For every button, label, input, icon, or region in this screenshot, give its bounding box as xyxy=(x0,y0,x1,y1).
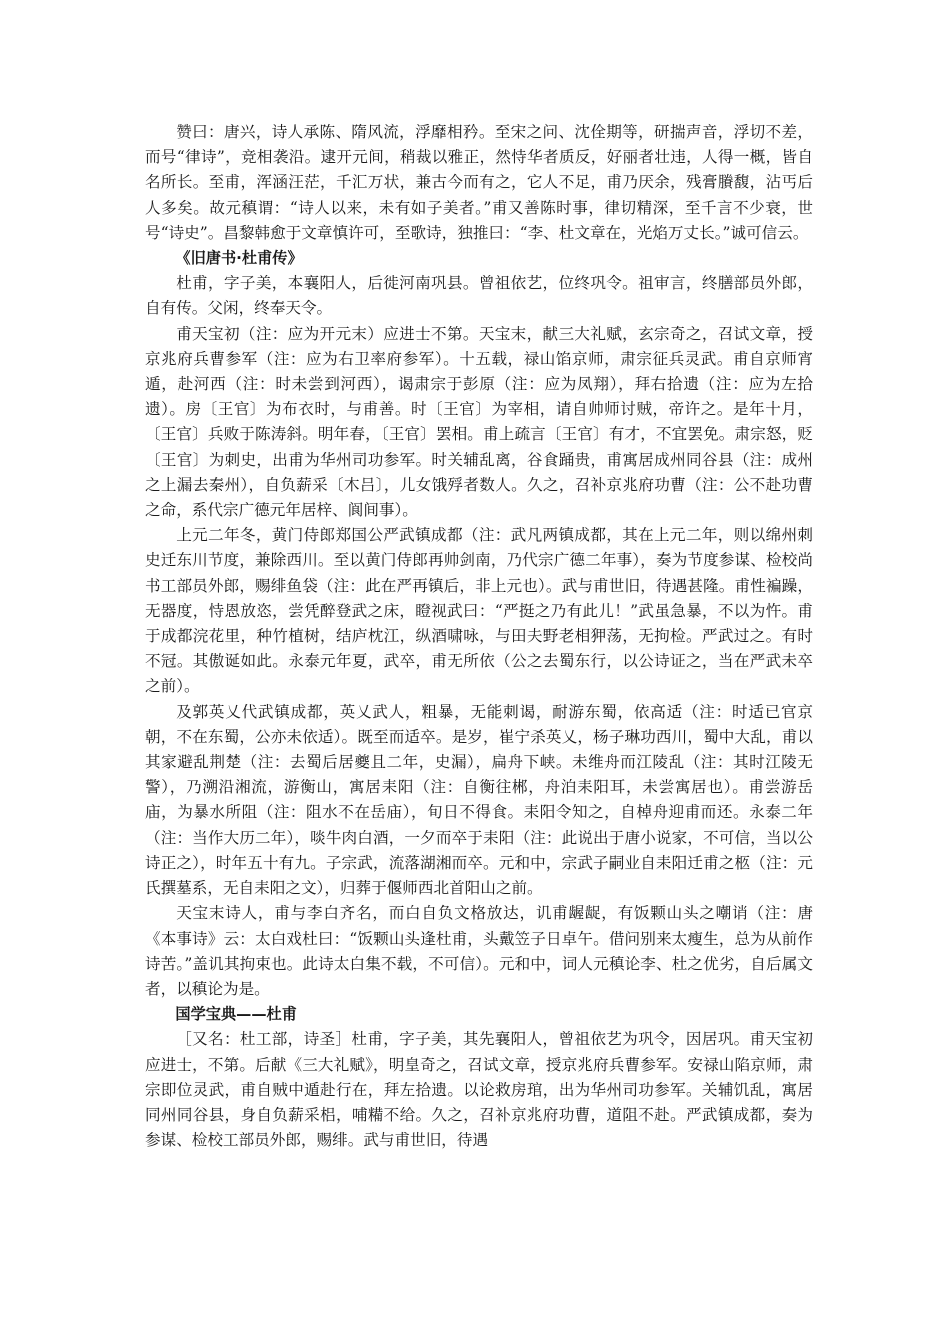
document-page xyxy=(145,120,813,1153)
paragraph-shangyuan: 上元二年冬，黄门侍郎郑国公严武镇成都（注：武凡两镇成都，其在上元二年，则以绵州刺史迁东川节度，兼除西川。至以黄门侍郎再帅剑南，乃代宗广德二年事），奏为节度参谋、检校尚书工部员外郎，赐绯鱼袋（注：此在严再镇后，非上元也）。武与甫世旧，待遇甚隆。甫性褊躁，无器度，恃恩放恣，尝凭醉登武之床，瞪视武曰：“严挺之乃有此儿！”武虽急暴，不以为忤。甫于成都浣花里，种竹植树，结庐枕江，纵酒啸咏，与田夫野老相狎荡，无拘检。严武过之。有时不冠。其傲诞如此。永泰元年夏，武卒，甫无所依（公之去蜀东行，以公诗证之，当在严武未卒之前）。 xyxy=(145,526,813,696)
paragraph-intro: 杜甫，字子美，本襄阳人，后徙河南巩县。曾祖依艺，位终巩令。祖审言，终膳部员外郎，自有传。父闲，终奉天令。 xyxy=(145,274,813,318)
section-heading-jiu-tang-shu: 《旧唐书·杜甫传》 xyxy=(175,249,303,268)
section-heading-guoxue-baodian: 国学宝典——杜甫 xyxy=(175,1005,297,1024)
paragraph-libai: 天宝末诗人，甫与李白齐名，而白自负文格放达，讥甫龌龊，有饭颗山头之嘲诮（注：唐《本事诗》云：太白戏杜曰：“饭颗山头逢杜甫，头戴笠子日卓午。借问别来太瘦生，总为从前作诗苦。”盖讥其拘束也。此诗太白集不载，不可信）。元和中，词人元稹论李、杜之优劣，自后属文者，以稹论为是。 xyxy=(145,904,813,998)
paragraph-guoxue: ［又名：杜工部，诗圣］杜甫，字子美，其先襄阳人，曾祖依艺为巩令，因居巩。甫天宝初应进士，不第。后献《三大礼赋》，明皇奇之，召试文章，授京兆府兵曹参军。安禄山陷京师，肃宗即位灵武，甫自贼中遁赴行在，拜左拾遗。以论救房琯，出为华州司功参军。关辅饥乱，寓居同州同谷县，身自负薪采梠，哺糒不给。久之，召补京兆府功曹，道阻不赴。严武镇成都，奏为参谋、检校工部员外郎，赐绯。武与甫世旧，待遇 xyxy=(145,1030,813,1150)
paragraph-tianbao: 甫天宝初（注：应为开元末）应进士不第。天宝末，献三大礼赋，玄宗奇之，召试文章，授京兆府兵曹参军（注：应为右卫率府参军）。十五载，禄山馅京师，肃宗征兵灵武。甫自京师宵遁，赴河西（注：时未尝到河西），谒肃宗于彭原（注：应为凤翔），拜右拾遗（注：应为左拾遗）。房〔王官〕为布衣时，与甫善。时〔王官〕为宰相，请自帅师讨贼，帝许之。是年十月，〔王官〕兵败于陈涛斜。明年春，〔王官〕罢相。甫上疏言〔王官〕有才，不宜罢免。肃宗怒，贬〔王官〕为刺史，出甫为华州司功参军。时关辅乱离，谷食踊贵，甫寓居成州同谷县（注：成州之上漏去秦州），自负薪采〔木吕〕，儿女饿殍者数人。久之，召补京兆府功曹（注：公不赴功曹之命，系代宗广德元年居梓、阆间事）。 xyxy=(145,324,813,520)
paragraph-guo-yingyi: 及郭英乂代武镇成都，英乂武人，粗暴，无能刺谒，耐游东蜀，依高适（注：时适已官京朝，不在东蜀，公亦未依适）。既至而适卒。是岁，崔宁杀英乂，杨子琳功西川，蜀中大乱，甫以其家避乱荆楚（注：去蜀后居夔且二年，史漏），扁舟下峡。未维舟而江陵乱（注：其时江陵无警），乃溯沿湘流，游衡山，寓居耒阳（注：自衡往郴，舟泊耒阳耳，未尝寓居也）。甫尝游岳庙，为暴水所阻（注：阻水不在岳庙），旬日不得食。耒阳令知之，自棹舟迎甫而还。永泰二年（注：当作大历二年），啖牛肉白酒，一夕而卒于耒阳（注：此说出于唐小说家，不可信，当以公诗正之），时年五十有九。子宗武，流落湖湘而卒。元和中，宗武子嗣业自耒阳迁甫之柩（注：元氏撰墓系，无自耒阳之文），归葬于偃师西北首阳山之前。 xyxy=(145,702,813,898)
paragraph-zan: 赞曰：唐兴，诗人承陈、隋风流，浮靡相矜。至宋之问、沈佺期等，研揣声音，浮切不差，而号“律诗”，竞相袭沿。逮开元间，稍裁以雅正，然恃华者质反，好丽者壮违，人得一概，皆自名所长。至甫，浑涵汪茫，千汇万状，兼古今而有之，它人不足，甫乃厌余，残膏賸馥，沾丐后人多矣。故元稹谓：“诗人以来，未有如子美者。”甫又善陈时事，律切精深，至千言不少衰，世号“诗史”。昌黎韩愈于文章慎许可，至歌诗，独推曰：“李、杜文章在，光焰万丈长。”诚可信云。 xyxy=(145,123,813,242)
